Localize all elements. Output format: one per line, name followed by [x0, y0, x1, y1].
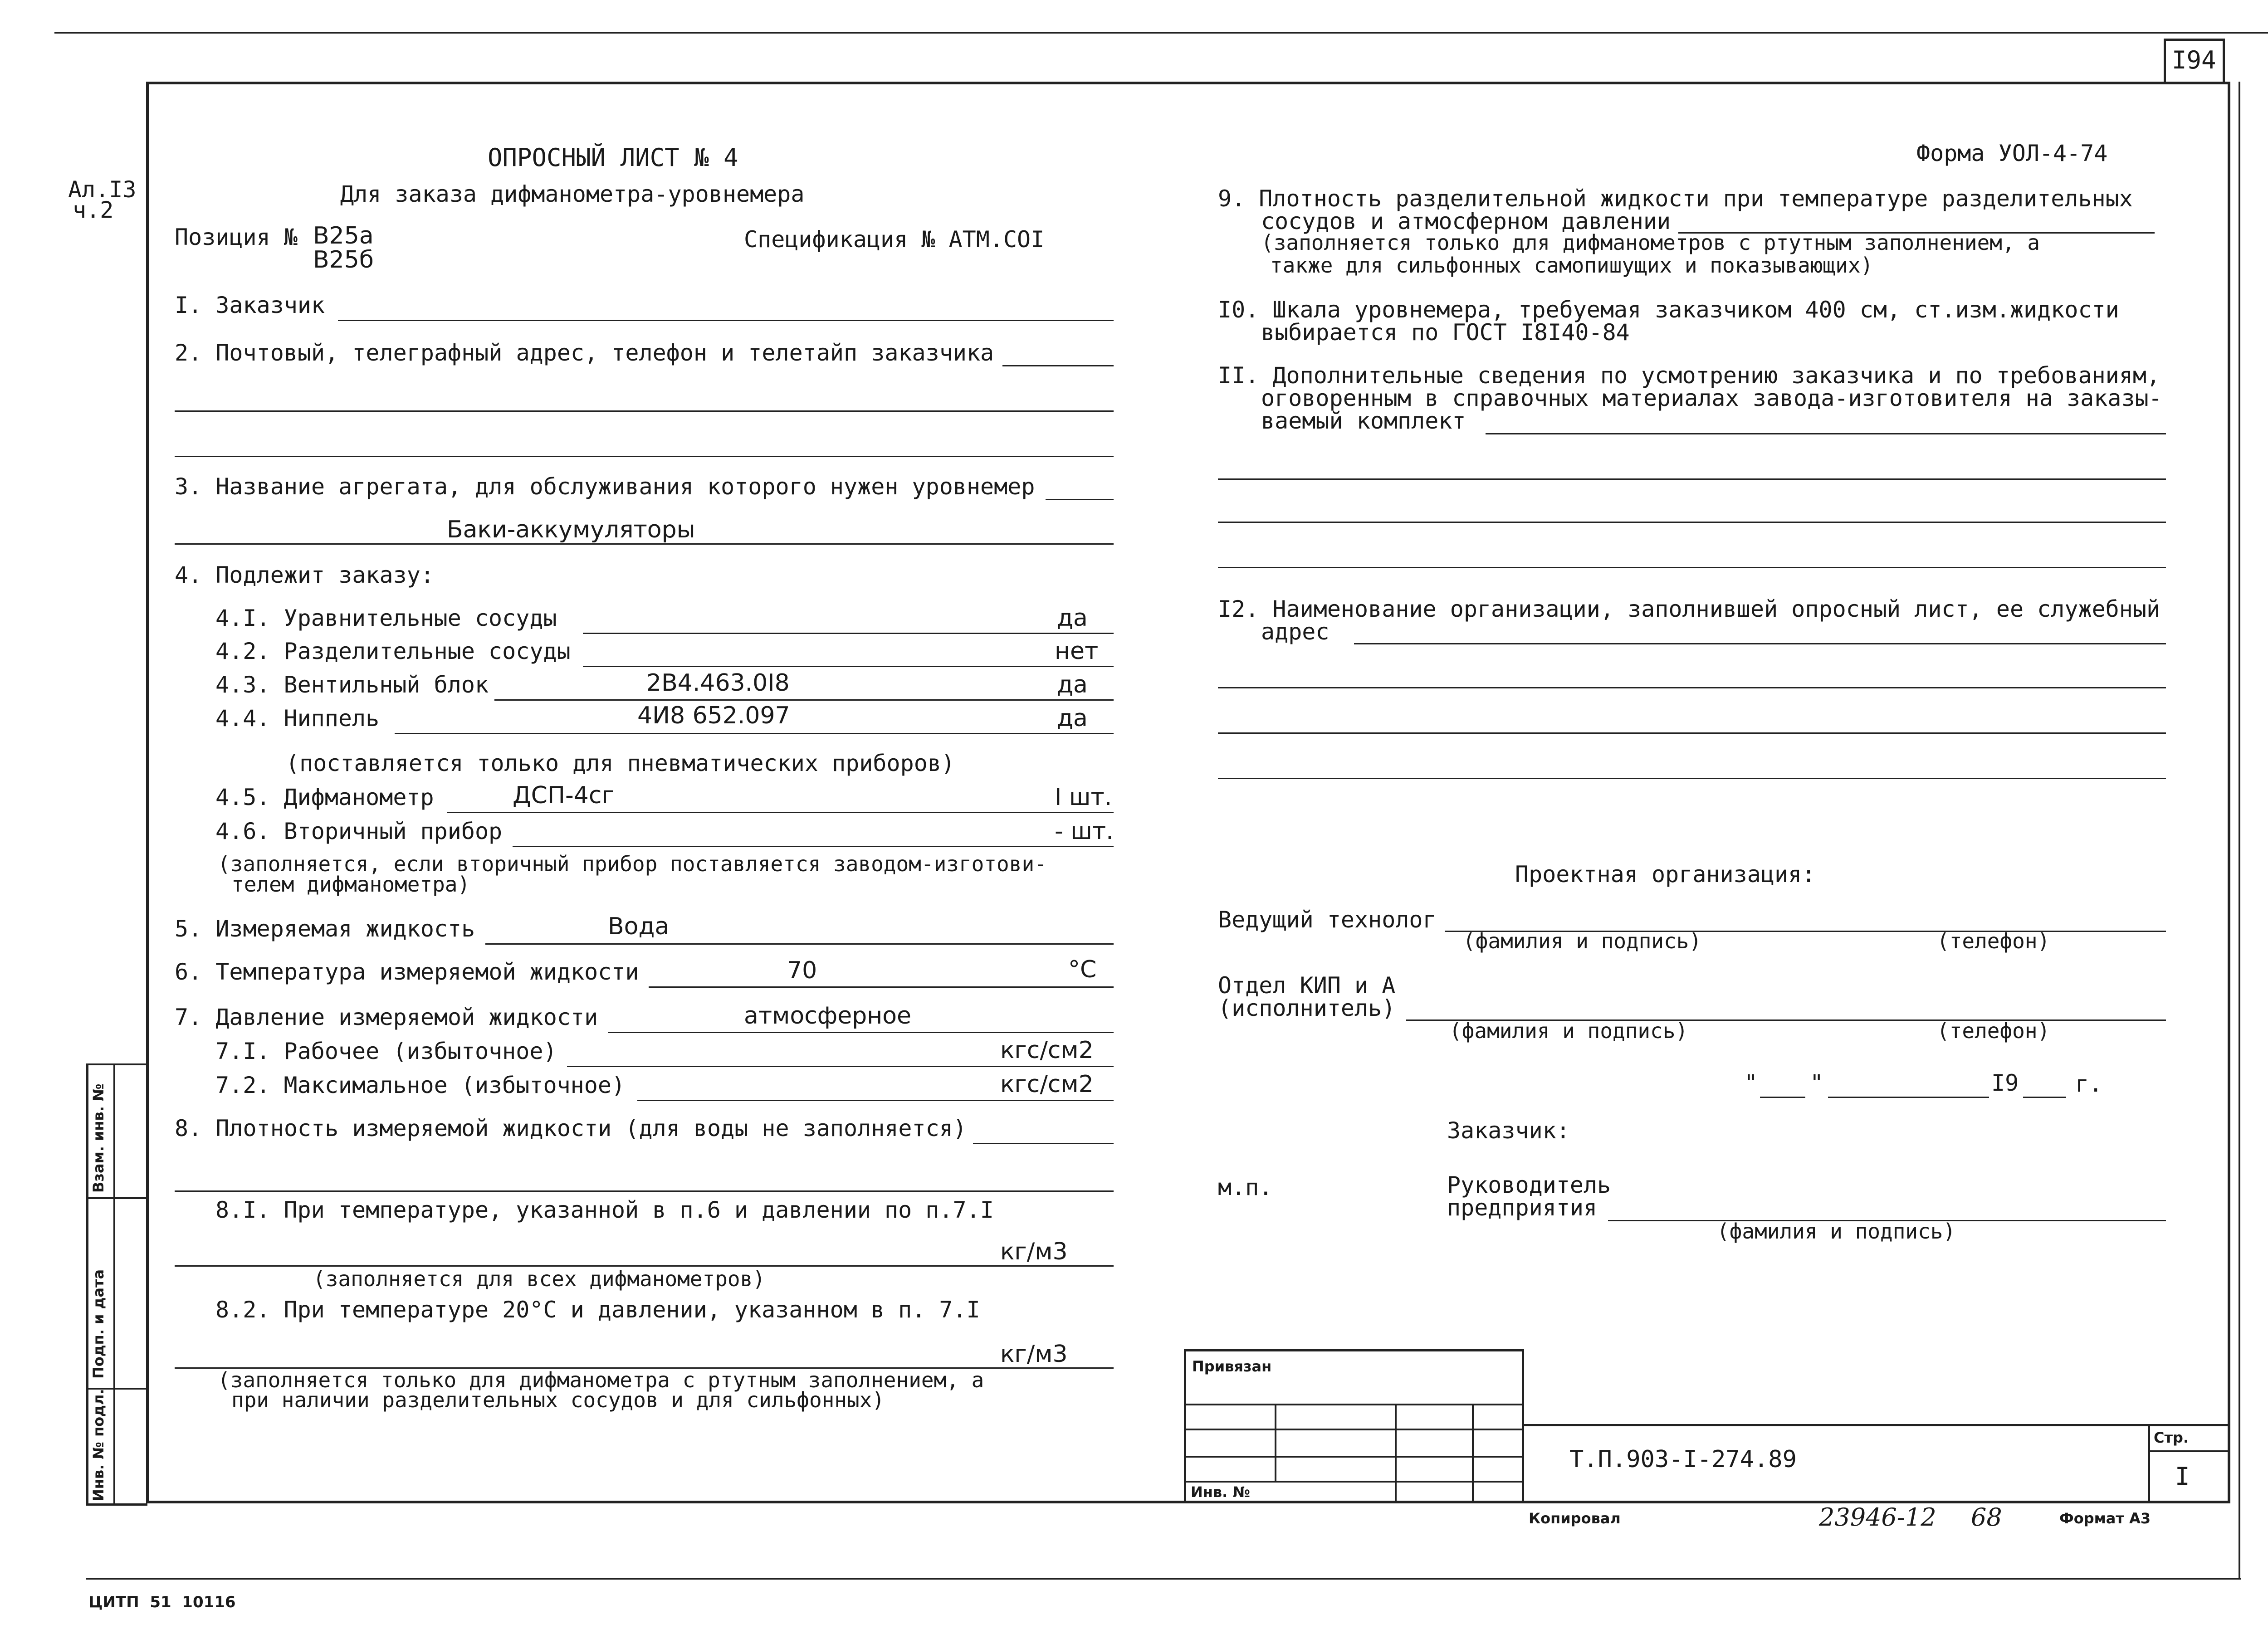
q9-line-4: также для сильфонных самопишущих и показывающих)	[1270, 253, 1873, 278]
stamp-col-1	[1275, 1404, 1276, 1481]
q82-unit: кг/м3	[1000, 1341, 1068, 1368]
q3-line-2	[175, 543, 1114, 545]
q42-label: 4.2. Разделительные сосуды	[215, 638, 571, 664]
album-label: Ал.I3	[68, 176, 137, 203]
q12-line-1: I2. Наименование организации, заполнившей опросный лист, ее служебный	[1218, 596, 2160, 622]
q42-value: нет	[1055, 638, 1099, 665]
q4-label: 4. Подлежит заказу:	[175, 562, 434, 588]
q5-line	[485, 943, 1114, 945]
q81-unit: кг/м3	[1000, 1238, 1068, 1265]
q7-line	[608, 1032, 1114, 1033]
q41-line	[583, 633, 1114, 634]
stamp-page-divider	[2148, 1424, 2150, 1503]
handwritten-num: 68	[1971, 1503, 2002, 1532]
side-stamp-podp: Подп. и дата	[90, 1269, 107, 1379]
q12-answer-line-1	[1354, 643, 2166, 644]
q11-answer-line-1	[1486, 433, 2166, 434]
q8-line-2	[175, 1190, 1114, 1192]
kip-sig-hint: (фамилия и подпись)	[1449, 1019, 1688, 1043]
side-stamp-divider	[113, 1063, 115, 1503]
q3-value: Баки-аккумуляторы	[447, 516, 695, 543]
stamp-main-top	[1524, 1424, 2230, 1426]
q6-value: 70	[787, 957, 817, 984]
q43-value: да	[1057, 671, 1088, 698]
format-label: Формат А3	[2059, 1510, 2151, 1527]
q41-label: 4.I. Уравнительные сосуды	[215, 605, 557, 631]
bottom-code: ЦИТП 51 10116	[88, 1593, 236, 1611]
q9-line-1: 9. Плотность разделительной жидкости при температуре разделительных	[1218, 185, 2133, 212]
sheet-number: I94	[2172, 46, 2216, 74]
q11-answer-line-3	[1218, 522, 2166, 523]
q41-value: да	[1057, 605, 1088, 632]
part-label: ч.2	[73, 197, 114, 223]
doc-code: Т.П.903-I-274.89	[1569, 1446, 1797, 1473]
q11-answer-line-2	[1218, 478, 2166, 480]
q6-label: 6. Температура измеряемой жидкости	[175, 959, 639, 985]
tech-label: Ведущий технолог	[1218, 907, 1437, 933]
date-month-line	[1828, 1097, 1989, 1098]
q12-answer-line-4	[1218, 778, 2166, 779]
q3-line-1	[1046, 499, 1114, 500]
q45-line	[447, 812, 1114, 813]
q46-note-2: телем дифманометра)	[231, 872, 470, 897]
form-title: ОПРОСНЫЙ ЛИСТ № 4	[488, 143, 738, 172]
customer-label: Заказчик:	[1447, 1117, 1570, 1144]
q5-value: Вода	[608, 913, 670, 940]
left-frame-bottom	[86, 1503, 147, 1506]
q46-note-1: (заполняется, если вторичный прибор поставляется заводом-изготови-	[218, 852, 1047, 876]
q5-label: 5. Измеряемая жидкость	[175, 916, 475, 942]
q2-label: 2. Почтовый, телеграфный адрес, телефон и телетайп заказчика	[175, 340, 994, 366]
q9-line-3: (заполняется только для дифманометров с ртутным заполнением, а	[1261, 230, 2040, 255]
q42-line	[583, 666, 1114, 667]
q11-line-3: ваемый комплект	[1261, 408, 1466, 434]
org-title: Проектная организация:	[1515, 861, 1816, 888]
q43-label: 4.3. Вентильный блок	[215, 672, 489, 698]
head-label-1: Руководитель	[1447, 1172, 1611, 1198]
side-stamp-vzam: Взам. инв. №	[90, 1083, 107, 1193]
q8-label: 8. Плотность измеряемой жидкости (для воды не заполняется)	[175, 1115, 967, 1141]
q8-line-1	[973, 1143, 1114, 1144]
q46-qty: - шт.	[1055, 818, 1114, 845]
q7-value: атмосферное	[744, 1002, 912, 1029]
q1-line	[338, 320, 1114, 321]
left-frame-edge	[86, 1063, 88, 1503]
kip-label-1: Отдел КИП и А	[1218, 972, 1396, 999]
position-value-2: В25б	[313, 246, 374, 273]
q71-line	[567, 1066, 1114, 1067]
q2-line-3	[175, 456, 1114, 457]
q43-code: 2В4.463.0I8	[646, 669, 790, 697]
page-value: I	[2175, 1462, 2190, 1491]
q11-line-2: оговоренным в справочных материалах завода-изготовителя на заказы-	[1261, 385, 2162, 411]
top-border-line	[54, 32, 2268, 34]
q72-line	[637, 1100, 1114, 1101]
q82-note-1: (заполняется только для дифманометра с ртутным заполнением, а	[218, 1368, 984, 1392]
head-sig-hint: (фамилия и подпись)	[1717, 1219, 1956, 1244]
side-stamp-row-1	[86, 1197, 147, 1199]
q2-line-1	[1002, 365, 1114, 366]
q44-note: (поставляется только для пневматических приборов)	[286, 750, 955, 776]
q46-label: 4.6. Вторичный прибор	[215, 818, 503, 844]
q9-line-2: сосудов и атмосферном давлении	[1261, 208, 1671, 234]
mp-label: м.п.	[1218, 1174, 1273, 1200]
stamp-inv-no: Инв. №	[1191, 1483, 1250, 1501]
tech-phone-hint: (телефон)	[1937, 929, 2050, 953]
q44-label: 4.4. Ниппель	[215, 705, 380, 732]
q10-line-1: I0. Шкала уровнемера, требуемая заказчиком 400 см, ст.изм.жидкости	[1218, 297, 2119, 323]
q72-label: 7.2. Максимальное (избыточное)	[215, 1072, 626, 1098]
q6-line	[649, 986, 1114, 988]
right-outer-line	[2239, 82, 2240, 1578]
spec-label: Спецификация № АТМ.СОI	[744, 226, 1045, 253]
page-label: Стр.	[2154, 1429, 2189, 1446]
q11-line-1: II. Дополнительные сведения по усмотрению заказчика и по требованиям,	[1218, 362, 2160, 389]
q44-code: 4И8 652.097	[637, 702, 790, 729]
stamp-privyazan: Привязан	[1192, 1358, 1272, 1375]
head-label-2: предприятия	[1447, 1195, 1598, 1221]
q81-note: (заполняется для всех дифманометров)	[313, 1267, 765, 1291]
q1-label: I. Заказчик	[175, 292, 325, 318]
date-year: I9	[1991, 1070, 2019, 1096]
side-stamp-inv: Инв. № подл.	[90, 1389, 107, 1501]
kip-phone-hint: (телефон)	[1937, 1019, 2050, 1043]
q7-label: 7. Давление измеряемой жидкости	[175, 1004, 598, 1030]
date-g: г.	[2075, 1071, 2103, 1097]
tech-sig-hint: (фамилия и подпись)	[1463, 929, 1702, 953]
q11-answer-line-4	[1218, 567, 2166, 568]
q82-label: 8.2. При температуре 20°С и давлении, указанном в п. 7.I	[215, 1297, 980, 1323]
q71-unit: кгс/см2	[1000, 1037, 1094, 1064]
position-label: Позиция №	[175, 224, 312, 250]
q82-note-2: при наличии разделительных сосудов и для сильфонных)	[231, 1388, 885, 1412]
q12-line-2: адрес	[1261, 619, 1330, 645]
q71-label: 7.I. Рабочее (избыточное)	[215, 1038, 557, 1064]
q10-line-2: выбирается по ГОСТ I8I40-84	[1261, 319, 1630, 346]
q46-line	[513, 846, 1114, 847]
position-value-1: В25а	[313, 222, 374, 249]
left-frame-top	[86, 1063, 147, 1065]
q45-qty: I шт.	[1055, 784, 1112, 811]
date-day-line	[1760, 1097, 1805, 1098]
bottom-outer-line	[86, 1578, 2241, 1580]
date-year-line	[2023, 1097, 2066, 1098]
stamp-col-2	[1395, 1404, 1397, 1503]
form-subtitle: Для заказа дифманометра-уровнемера	[340, 181, 805, 207]
date-quote-close: "	[1810, 1070, 1824, 1096]
handwritten-code: 23946-12	[1819, 1503, 1936, 1532]
q6-unit: °С	[1068, 956, 1097, 983]
q12-answer-line-3	[1218, 732, 2166, 734]
q43-line	[494, 699, 1114, 701]
q45-label: 4.5. Дифманометр	[215, 784, 434, 810]
q3-label: 3. Название агрегата, для обслуживания которого нужен уровнемер	[175, 473, 1035, 500]
form-code: Форма УОЛ-4-74	[1916, 140, 2108, 166]
q44-value: да	[1057, 705, 1088, 732]
q12-answer-line-2	[1218, 687, 2166, 688]
copied-label: Копировал	[1529, 1510, 1621, 1527]
stamp-col-3	[1472, 1404, 1474, 1503]
q45-value: ДСП-4сг	[513, 782, 614, 809]
q81-label: 8.I. При температуре, указанной в п.6 и давлении по п.7.I	[215, 1197, 994, 1223]
kip-label-2: (исполнитель)	[1218, 995, 1396, 1021]
q2-line-2	[175, 410, 1114, 412]
q44-line	[395, 733, 1114, 734]
stamp-page-divider-h	[2148, 1450, 2230, 1452]
q72-unit: кгс/см2	[1000, 1071, 1094, 1098]
date-quote-open: "	[1744, 1070, 1758, 1096]
